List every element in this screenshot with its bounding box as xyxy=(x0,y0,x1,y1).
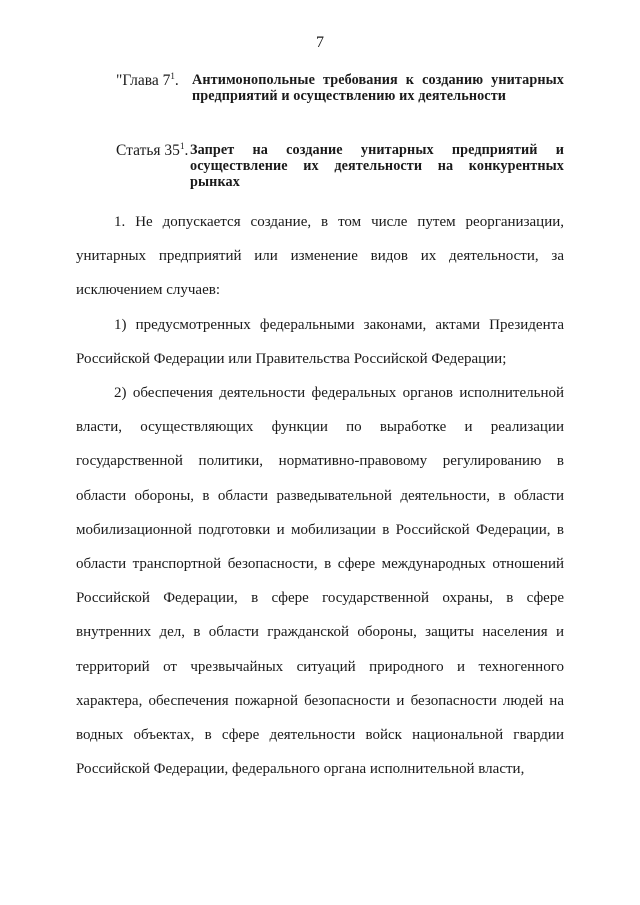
chapter-label xyxy=(116,72,192,89)
page-number: 7 xyxy=(316,34,324,51)
paragraph-item-1: 1) предусмотренных федеральными законами, актами Президента Российской Федерации или Правительства Российской Федерации; xyxy=(76,316,564,367)
article-label-suffix: . xyxy=(184,142,189,159)
paragraph-part-1: 1. Не допускается создание, в том числе путем реорганизации, унитарных предприятий или изменение видов их деятельности, за исключением случаев: xyxy=(76,214,564,299)
chapter-label-prefix: "Глава 7 xyxy=(116,72,171,89)
article-label xyxy=(116,142,190,159)
article-body xyxy=(76,205,564,786)
article-label-superscript: 1 xyxy=(179,140,185,151)
article-label-prefix: Статья 35 xyxy=(116,142,180,159)
article-title: Запрет на создание унитарных предприятий и осуществление их деятельности на конкурентных рынках xyxy=(190,142,564,190)
chapter-label-superscript: 1 xyxy=(170,70,175,81)
chapter-label-suffix: . xyxy=(174,72,179,89)
paragraph-item-2: 2) обеспечения деятельности федеральных органов исполнительной власти, осуществляющих функции по выработке и реализации государственной политики, нормативно-правовому регулированию в области обороны, в области разведывательной деятельности, в области мобилизационной подготовки и мобилизации в Российской Федерации, в области транспортной безопасности, в сфере международных отношений Российской Федерации, в сфере государственной охраны, в сфере внутренних дел, в области гражданской обороны, защиты населения и территорий от чрезвычайных ситуаций природного и техногенного характера, обеспечения пожарной безопасности и безопасности людей на водных объектах, в сфере деятельности войск национальной гвардии Российской Федерации, федерального органа исполнительной власти, xyxy=(76,385,564,778)
chapter-title: Антимонопольные требования к созданию унитарных предприятий и осуществлению их деятельности xyxy=(192,72,564,104)
article-heading xyxy=(116,142,564,190)
chapter-heading xyxy=(116,72,564,104)
